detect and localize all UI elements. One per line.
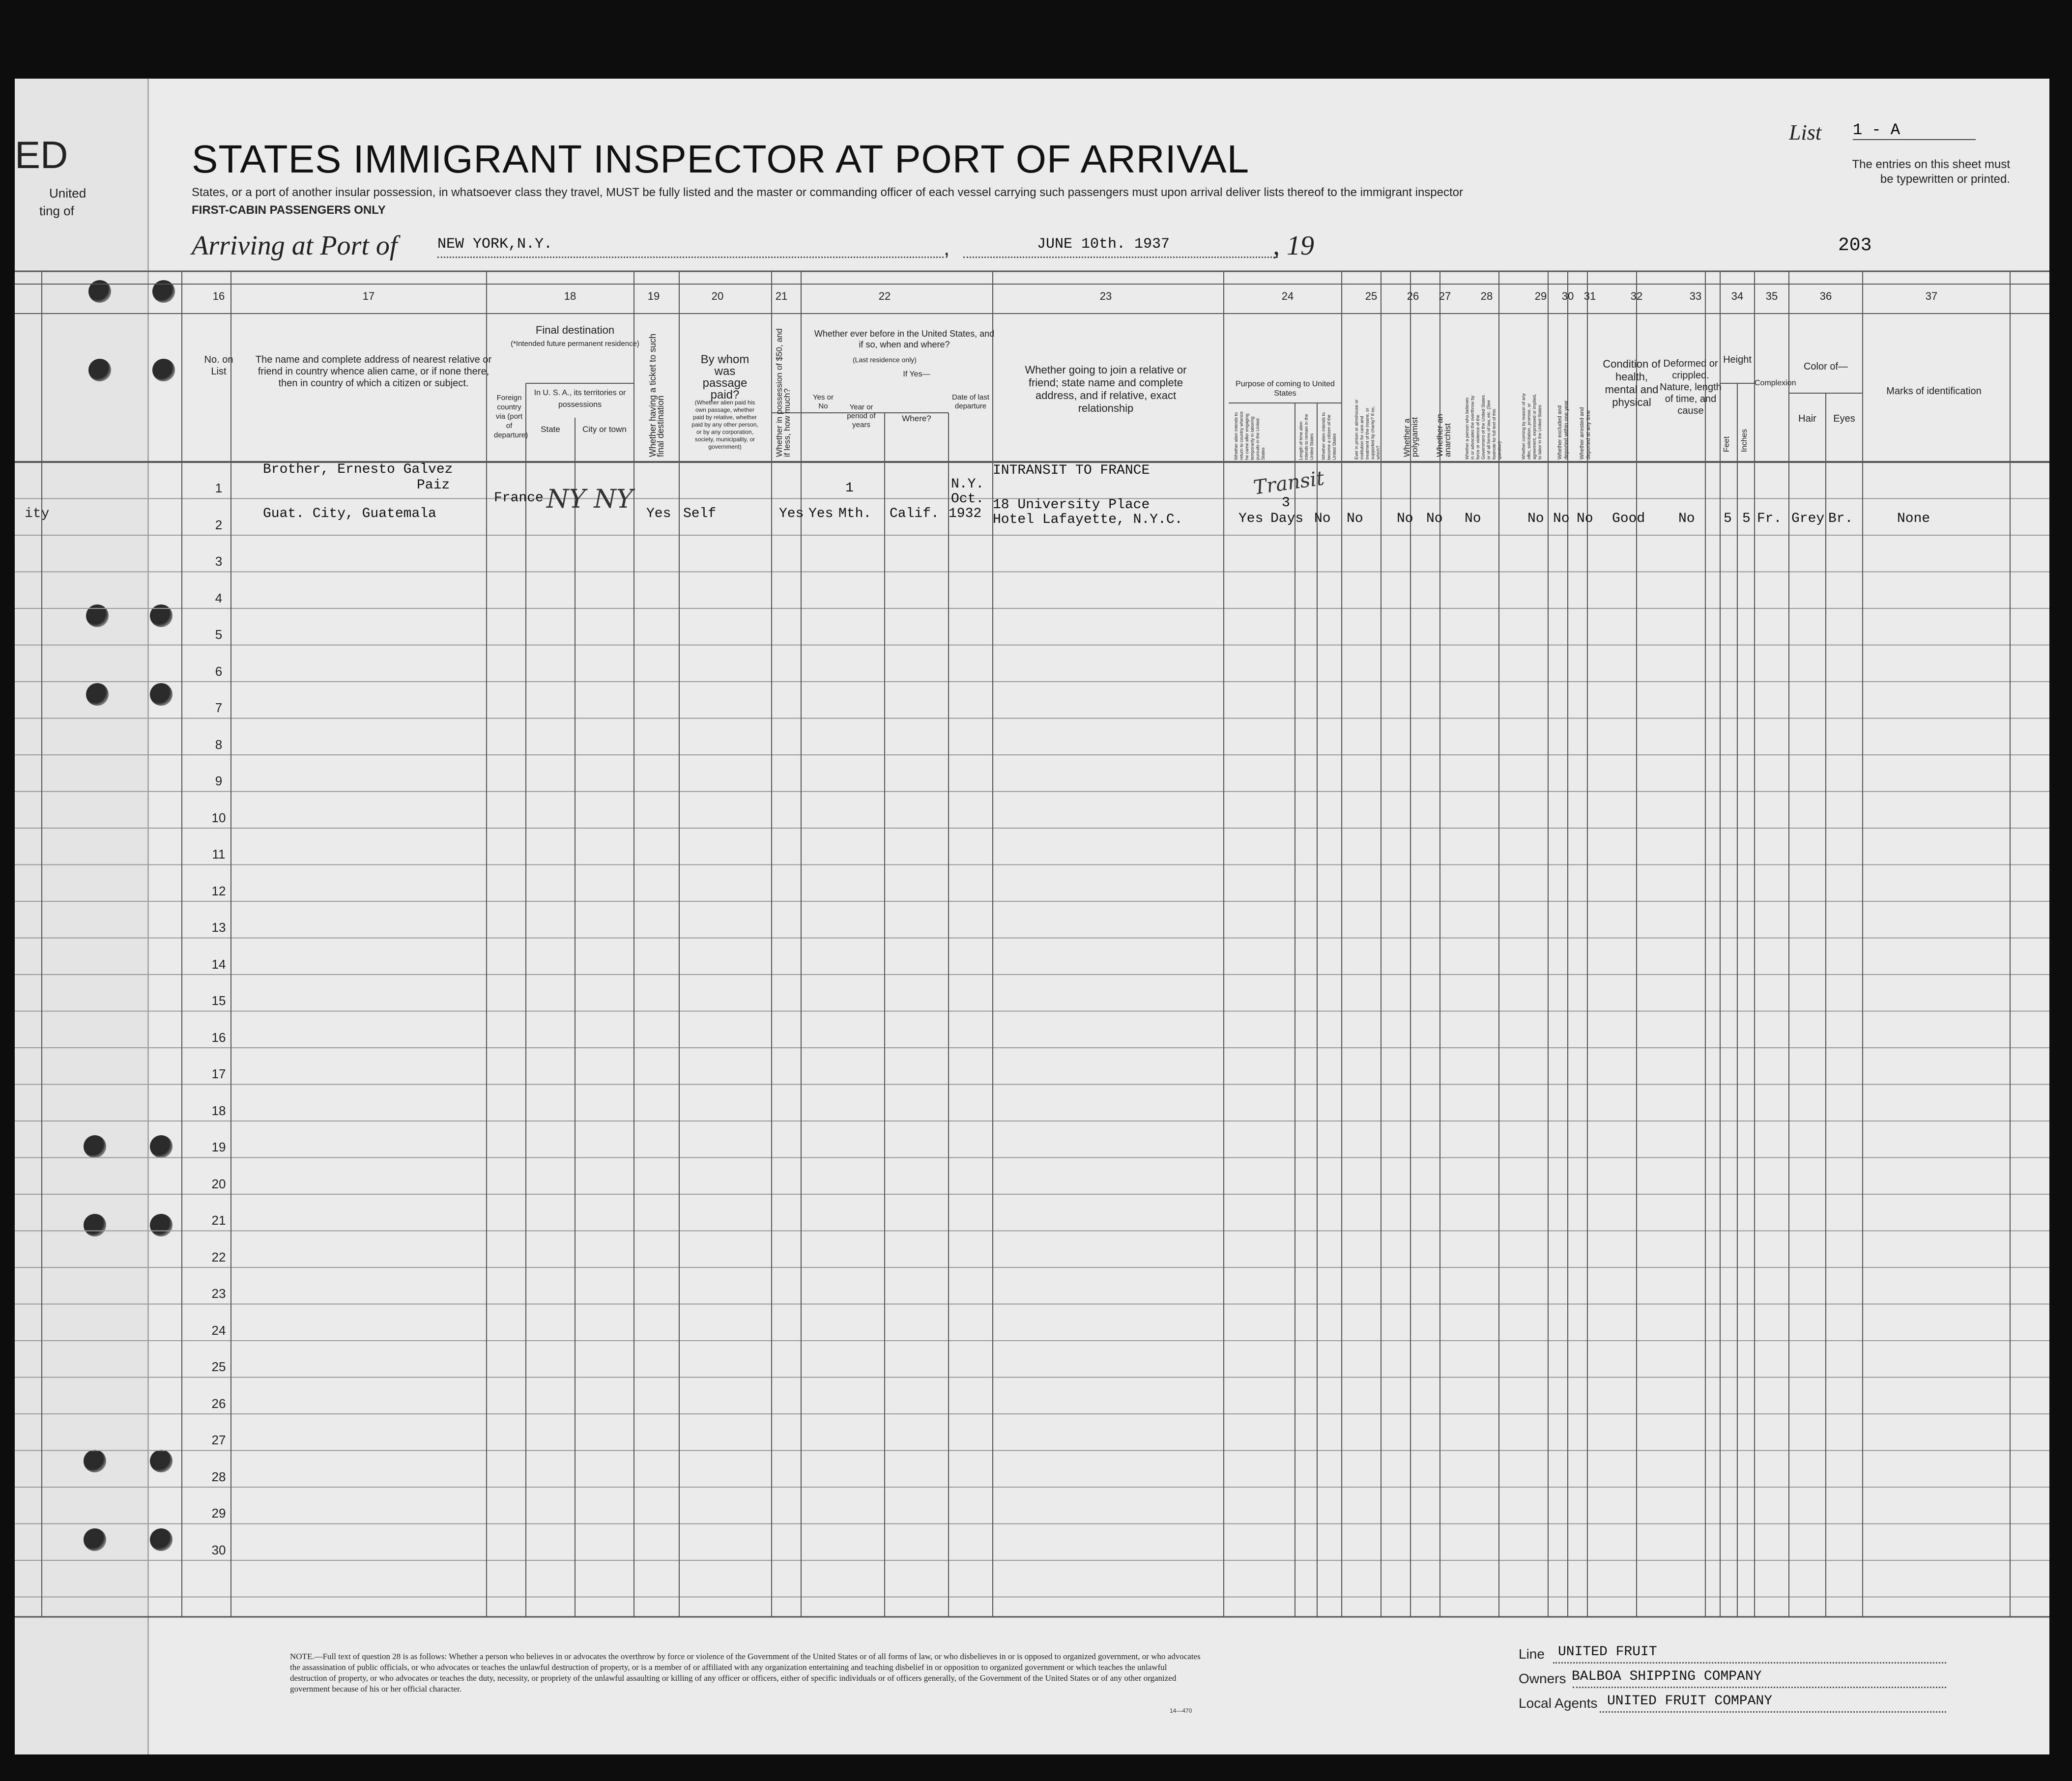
row-number: 14 xyxy=(211,956,226,972)
row-number: 19 xyxy=(211,1140,226,1154)
prison-almshouse: No xyxy=(1347,511,1363,526)
fragment-cell: ity xyxy=(25,506,50,521)
header-purpose-return: Whether alien intends to return to country whence he came after engaging temporarily in laboring pursuits in the United States xyxy=(1234,411,1266,460)
join-relative-2: 18 University Place xyxy=(993,497,1150,513)
header-state: State xyxy=(541,425,560,434)
port-of-arrival: NEW YORK,N.Y. xyxy=(437,236,553,253)
row-number: 21 xyxy=(211,1213,226,1228)
header-before-in-us: Whether ever before in the United States, and if so, when and where? xyxy=(814,329,995,349)
row-number: 22 xyxy=(211,1249,226,1264)
col-number-27: 27 xyxy=(1439,290,1451,302)
row-number: 4 xyxy=(215,590,223,605)
row-number: 8 xyxy=(215,737,223,752)
row-number: 28 xyxy=(211,1469,226,1484)
form-number: 14—470 xyxy=(1170,1707,1192,1714)
ticket: Yes xyxy=(646,506,671,521)
row-number: 16 xyxy=(211,1030,226,1045)
agents-value: UNITED FRUIT COMPANY xyxy=(1607,1694,1773,1709)
relative-name: Brother, Ernesto Galvez xyxy=(263,462,453,477)
col-number-20: 20 xyxy=(711,290,724,302)
header-city: City or town xyxy=(582,425,627,434)
row-number: 7 xyxy=(215,700,223,715)
excluded: No xyxy=(1553,511,1570,526)
col-number-32: 32 xyxy=(1630,290,1643,302)
arrival-date: JUNE 10th. 1937 xyxy=(1037,236,1170,253)
typewritten-note-line: be typewritten or printed. xyxy=(1880,172,2010,186)
relative-name-cont: Paiz xyxy=(417,478,450,493)
date-last-departure-1: N.Y. xyxy=(951,477,984,492)
deformed: No xyxy=(1678,511,1695,526)
identification-marks: None xyxy=(1897,511,1930,526)
header-marks: Marks of identification xyxy=(1886,386,1982,397)
join-relative-3: Hotel Lafayette, N.Y.C. xyxy=(993,512,1183,527)
header-where: Where? xyxy=(902,414,931,423)
row-number: 25 xyxy=(211,1359,226,1374)
col-number-16: 16 xyxy=(212,290,225,302)
fifty-dollars: Yes xyxy=(779,506,804,521)
col-number-37: 37 xyxy=(1925,290,1938,302)
row-number: 20 xyxy=(211,1176,226,1191)
col-number-29: 29 xyxy=(1534,290,1547,302)
header-final-destination: Final destination xyxy=(535,324,615,336)
col-number-33: 33 xyxy=(1689,290,1702,302)
header-passage-paid: By whom was passage paid? xyxy=(700,353,749,402)
polygamist: No xyxy=(1397,511,1413,526)
arrested: No xyxy=(1577,511,1593,526)
fragment-letters: ED xyxy=(15,133,68,176)
col-number-23: 23 xyxy=(1099,290,1112,302)
header-in-usa: In U. S. A., its territories or possessions xyxy=(534,389,626,409)
header-hair: Hair xyxy=(1798,413,1816,424)
row-number: 26 xyxy=(211,1396,226,1411)
length-of-stay: 3 xyxy=(1282,495,1290,511)
height-inches: 5 xyxy=(1742,511,1751,526)
header-if-yes: If Yes— xyxy=(903,370,930,378)
col-number-24: 24 xyxy=(1281,290,1294,302)
anarchist: No xyxy=(1426,511,1443,526)
col-number-31: 31 xyxy=(1583,290,1596,302)
line-label: Line xyxy=(1519,1646,1545,1662)
first-cabin-note: FIRST-CABIN PASSENGERS ONLY xyxy=(192,203,386,217)
typewritten-note-line: The entries on this sheet must xyxy=(1852,158,2010,171)
col-number-21: 21 xyxy=(775,290,788,302)
header-polygamist: Whether a polygamist xyxy=(1402,417,1419,457)
col-number-28: 28 xyxy=(1480,290,1493,302)
relative-address: Guat. City, Guatemala xyxy=(263,506,436,521)
header-question-28: Whether a person who believes in or advocates the overthrow by force or violence of the Government of the United States or of all forms of law, etc. (See footnote for full text of this question) xyxy=(1465,395,1502,460)
header-year-period: Year or period of years xyxy=(847,403,876,429)
page-title: STATES IMMIGRANT INSPECTOR AT PORT OF ARRIVAL xyxy=(192,137,1250,181)
col-number-18: 18 xyxy=(564,290,576,302)
row-number: 10 xyxy=(211,810,226,825)
list-label: List xyxy=(1789,120,1822,144)
header-color-of: Color of— xyxy=(1803,361,1848,372)
foreign-via: France xyxy=(494,490,544,506)
row-number: 24 xyxy=(211,1322,226,1338)
header-ticket: Whether having a ticket to such final destination xyxy=(648,333,665,457)
date-last-departure-3: 1932 xyxy=(949,506,982,521)
row-number: 11 xyxy=(212,847,226,862)
header-labor-offer: Whether coming by reason of any offer, solicitation, promise, or agreement, expressed or implied, to labor in the United States xyxy=(1521,393,1542,460)
header-purpose-citizen: Whether alien intends to become a citizen of the United States xyxy=(1321,412,1337,460)
header-eyes: Eyes xyxy=(1833,413,1855,424)
agents-label: Local Agents xyxy=(1519,1695,1598,1711)
col-number-17: 17 xyxy=(362,290,375,302)
header-complexion: Complexion xyxy=(1755,379,1796,387)
row-number: 27 xyxy=(211,1433,226,1447)
row-number: 3 xyxy=(215,554,223,569)
header-prison: Ever in prison or almshouse or institution for care and treatment of the insane, or supported by charity? If so, which? xyxy=(1354,399,1381,460)
manifest-sheet xyxy=(15,79,2049,1754)
question-28: No xyxy=(1465,511,1481,526)
line-value: UNITED FRUIT xyxy=(1558,1644,1657,1660)
col-number-25: 25 xyxy=(1365,290,1378,302)
intends-citizen: No xyxy=(1314,511,1331,526)
header-before-sub: (Last residence only) xyxy=(853,356,917,364)
row-number: 2 xyxy=(215,517,223,532)
year-label: , 19 xyxy=(1273,230,1314,261)
height-feet: 5 xyxy=(1724,511,1732,526)
col-number-34: 34 xyxy=(1731,290,1744,302)
ruled-grid xyxy=(15,79,2049,1754)
header-no-on-list: No. on List xyxy=(204,354,233,377)
subtitle: States, or a port of another insular possession, in whatsoever class they travel, MUST be fully listed and the master or commanding officer of each vessel carrying such passengers must upon arrival deliver lists thereof to the immigrant inspector xyxy=(192,186,1463,199)
header-date-last-departure: Date of last departure xyxy=(952,393,989,410)
col-number-35: 35 xyxy=(1765,290,1778,302)
fragment-line-1: United xyxy=(49,186,86,201)
row-number: 17 xyxy=(211,1066,226,1081)
question-28-footnote: NOTE.—Full text of question 28 is as follows: Whether a person who believes in or advocates the overthrow by force or violence of the Government of the United States or of all forms of law, or who disbelieves in or is opposed to organized government, or who advocates the assassination of public officials, or who advocates or teaches the unlawful destruction of property, or is a member of or affiliated with any organization entertaining and teaching disbelief in or opposition to organized government or which teaches the unlawful destruction of property, or who advocates or teaches the duty, necessity, or propriety of the unlawful assaulting or killing of any officer or officers, either of specific individuals or of officers generally, of the Government of the United States or of any other organized government because of his or her official character. xyxy=(290,1652,1201,1694)
fragment-line-2: ting of xyxy=(39,203,74,218)
header-passage-paid-sub: (Whether alien paid his own passage, whether paid by relative, whether paid by any other person, or by any corporation, society, municipality, or government) xyxy=(691,399,758,450)
list-value: 1 - A xyxy=(1853,121,1976,140)
owners-value: BALBOA SHIPPING COMPANY xyxy=(1572,1669,1762,1684)
page-number: 203 xyxy=(1838,235,1872,256)
header-excluded: Whether excluded and deported within one year xyxy=(1557,400,1569,460)
header-final-destination-sub: (*Intended future permanent residence) xyxy=(511,340,639,348)
row-number: 5 xyxy=(215,627,223,642)
row-number: 9 xyxy=(215,774,223,788)
header-join-relative: Whether going to join a relative or friend; state name and complete address, and if relative, exact relationship xyxy=(1025,364,1187,414)
header-purpose: Purpose of coming to United States xyxy=(1236,380,1335,398)
row-number: 6 xyxy=(215,663,223,679)
year-period-unit: Mth. xyxy=(838,506,872,521)
row-number: 13 xyxy=(211,920,226,935)
header-deformed: Deformed or crippled. Nature, length of time, and cause xyxy=(1660,358,1722,416)
row-number: 29 xyxy=(211,1506,226,1521)
header-health: Condition of health, mental and physical xyxy=(1603,358,1661,408)
header-foreign-via: Foreign country via (port of departure) xyxy=(494,394,528,439)
col-number-30: 30 xyxy=(1561,290,1574,302)
paid-by: Self xyxy=(683,506,717,521)
header-nearest-relative: The name and complete address of nearest relative or friend in country whence alien came, or if none there, then in country of which a citizen or subject. xyxy=(255,354,492,389)
row-number: 15 xyxy=(211,993,226,1008)
health: Good xyxy=(1612,511,1645,526)
handwritten-destination: NY NY xyxy=(547,485,633,514)
hair-color: Grey xyxy=(1791,511,1825,526)
col-number-19: 19 xyxy=(647,290,660,302)
handwritten-purpose: Transit xyxy=(1252,467,1326,499)
where: Calif. xyxy=(890,506,939,521)
row-number: 1 xyxy=(215,481,223,495)
header-arrested: Whether arrested and deported at any time xyxy=(1579,407,1591,460)
complexion: Fr. xyxy=(1757,511,1782,526)
header-yes-no: Yes or No xyxy=(813,393,834,410)
row-number: 30 xyxy=(211,1542,226,1557)
eye-color: Br. xyxy=(1828,511,1853,526)
header-feet: Feet xyxy=(1723,436,1731,452)
row-number: 18 xyxy=(211,1103,226,1118)
purpose-return: Yes xyxy=(1238,511,1264,526)
date-last-departure-2: Oct. xyxy=(951,491,984,507)
col-number-36: 36 xyxy=(1819,290,1832,302)
join-relative-1: INTRANSIT TO FRANCE xyxy=(993,463,1150,478)
col-number-26: 26 xyxy=(1407,290,1419,302)
labor-offer: No xyxy=(1527,511,1544,526)
header-purpose-length: Length of time alien intends to remain in the United States xyxy=(1298,414,1314,460)
comma: , xyxy=(944,236,950,260)
col-number-22: 22 xyxy=(878,290,891,302)
owners-label: Owners xyxy=(1519,1671,1566,1686)
header-anarchist: Whether an anarchist xyxy=(1435,414,1452,457)
row-number: 12 xyxy=(211,883,226,898)
header-fifty-dollars: Whether in possession of $50, and if less, how much? xyxy=(775,328,792,457)
before-yes-no: Yes xyxy=(808,506,834,521)
length-of-stay-unit: Days xyxy=(1270,511,1304,526)
header-inches: Inches xyxy=(1740,429,1749,452)
year-period: 1 xyxy=(845,481,854,496)
arriving-label: Arriving at Port of xyxy=(192,230,398,261)
row-number: 23 xyxy=(211,1286,226,1301)
header-height: Height xyxy=(1723,354,1752,365)
